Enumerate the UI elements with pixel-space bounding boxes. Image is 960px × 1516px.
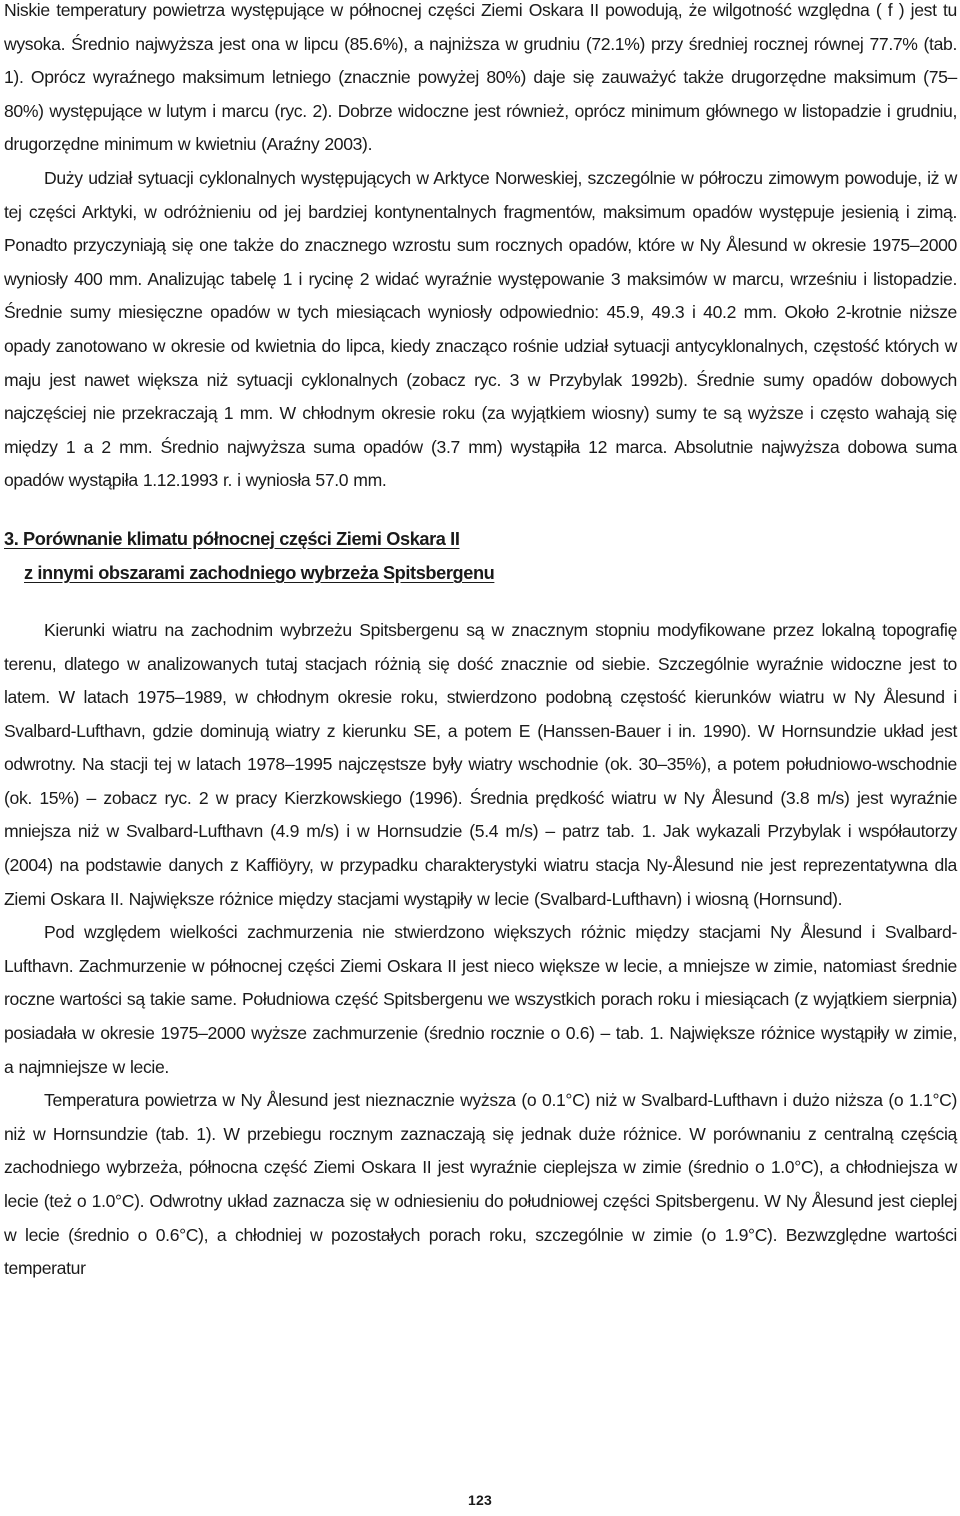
paragraph-precipitation: Duży udział sytuacji cyklonalnych występujących w Arktyce Norweskiej, szczególnie w półroczu zimowym powoduje, iż w tej części Arktyki, w odróżnieniu od jej bardziej kontynentalnych fragmentów, maksimum opadów występuje jesienią i zimą. Ponadto przyczyniają się one także do znacznego wzrostu sum rocznych opadów, które w Ny Ålesund w okresie 1975–2000 wyniosły 400 mm. Analizując tabelę 1 i rycinę 2 widać wyraźnie występowanie 3 maksimów w marcu, wrześniu i listopadzie. Średnie sumy miesięczne opadów w tych miesiącach wyniosły odpowiednio: 45.9, 49.3 i 40.2 mm. Około 2-krotnie niższe opady zanotowano w okresie od kwietnia do lipca, kiedy znacząco rośnie udział sytuacji antycyklonalnych, częstość których w maju jest nawet większa niż sytuacji cyklonalnych (zobacz ryc. 3 w Przybylak 1992b). Średnie sumy opadów dobowych najczęściej nie przekraczają 1 mm. W chłodnym okresie roku (za wyjątkiem wiosny) sumy te są wyższe i często wahają się między 1 a 2 mm. Średnio najwyższa suma opadów (3.7 mm) wystąpiła 12 marca. Absolutnie najwyższa dobowa suma opadów wystąpiła 1.12.1993 r. i wyniosła 57.0 mm. bbox=[4, 167, 957, 491]
section-heading-line-1: 3. Porównanie klimatu północnej części Ziemi Oskara II bbox=[4, 528, 460, 549]
document-page bbox=[4, 0, 957, 1286]
section-heading bbox=[4, 522, 957, 590]
section-heading-line-2: z innymi obszarami zachodniego wybrzeża Spitsbergenu bbox=[24, 562, 495, 583]
paragraph-wind: Kierunki wiatru na zachodnim wybrzeżu Spitsbergenu są w znacznym stopniu modyfikowane przez lokalną topografię terenu, dlatego w analizowanych tutaj stacjach różnią się dość znacznie od siebie. Szczególnie wyraźnie widoczne jest to latem. W latach 1975–1989, w chłodnym okresie roku, stwierdzono podobną częstość kierunków wiatru w Ny Ålesund i Svalbard-Lufthavn, gdzie dominują wiatry z kierunku SE, a potem E (Hanssen-Bauer i in. 1990). W Hornsundzie układ jest odwrotny. Na stacji tej w latach 1978–1995 najczęstsze były wiatry wschodnie (ok. 30–35%), a potem południowo-wschodnie (ok. 15%) – zobacz ryc. 2 w pracy Kierzkowskiego (1996). Średnia prędkość wiatru w Ny Ålesund (3.8 m/s) jest wyraźnie mniejsza niż w Svalbard-Lufthavn (4.9 m/s) i w Hornsudzie (5.4 m/s) – patrz tab. 1. Jak wykazali Przybylak i współautorzy (2004) na podstawie danych z Kaffiöyry, w przypadku charakterystyki wiatru stacja Ny-Ålesund nie jest reprezentatywna dla Ziemi Oskara II. Największe różnice między stacjami wystąpiły w lecie (Svalbard-Lufthavn) i wiosną (Hornsund). bbox=[4, 619, 957, 909]
paragraph-cloudiness: Pod względem wielkości zachmurzenia nie stwierdzono większych różnic między stacjami Ny Ålesund i Svalbard-Lufthavn. Zachmurzenie w północnej części Ziemi Oskara II jest nieco większe w lecie, a mniejsze w zimie, natomiast średnie roczne wartości są takie same. Południowa część Spitsbergenu we wszystkich porach roku i miesiącach (z wyjątkiem sierpnia) posiadała w okresie 1975–2000 wyższe zachmurzenie (średnio rocznie o 0.6) – tab. 1. Największe różnice wystąpiły w zimie, a najmniejsze w lecie. bbox=[4, 922, 957, 1077]
page-number: 123 bbox=[468, 1492, 492, 1508]
paragraph-humidity: Niskie temperatury powietrza występujące w północnej części Ziemi Oskara II powodują, że wilgotność względna ( f ) jest tu wysoka. Średnio najwyższa jest ona w lipcu (85.6%), a najniższa w grudniu (72.1%) przy średniej rocznej równej 77.7% (tab. 1). Oprócz wyraźnego maksimum letniego (znacznie powyżej 80%) daje się zauważyć także drugorzędne maksimum (75–80%) występujące w lutym i marcu (ryc. 2). Dobrze widoczne jest również, oprócz minimum głównego w listopadzie i grudniu, drugorzędne minimum w kwietniu (Araźny 2003). bbox=[4, 0, 957, 155]
section-body bbox=[4, 614, 957, 1286]
paragraph-temperature: Temperatura powietrza w Ny Ålesund jest nieznacznie wyższa (o 0.1°C) niż w Svalbard-Lufthavn i dużo niższa (o 1.1°C) niż w Hornsundzie (tab. 1). W przebiegu rocznym zaznaczają się jednak duże różnice. W porównaniu z centralną częścią zachodniego wybrzeża, północna część Ziemi Oskara II jest wyraźnie cieplejsza w zimie (średnio o 1.0°C), a chłodniejsza w lecie (też o 1.0°C). Odwrotny układ zaznacza się w odniesieniu do południowej części Spitsbergenu. W Ny Ålesund jest cieplej w lecie (średnio o 0.6°C), a chłodniej w pozostałych porach roku, szczególnie w zimie (o 1.9°C). Bezwzględne wartości temperatur bbox=[4, 1090, 957, 1279]
